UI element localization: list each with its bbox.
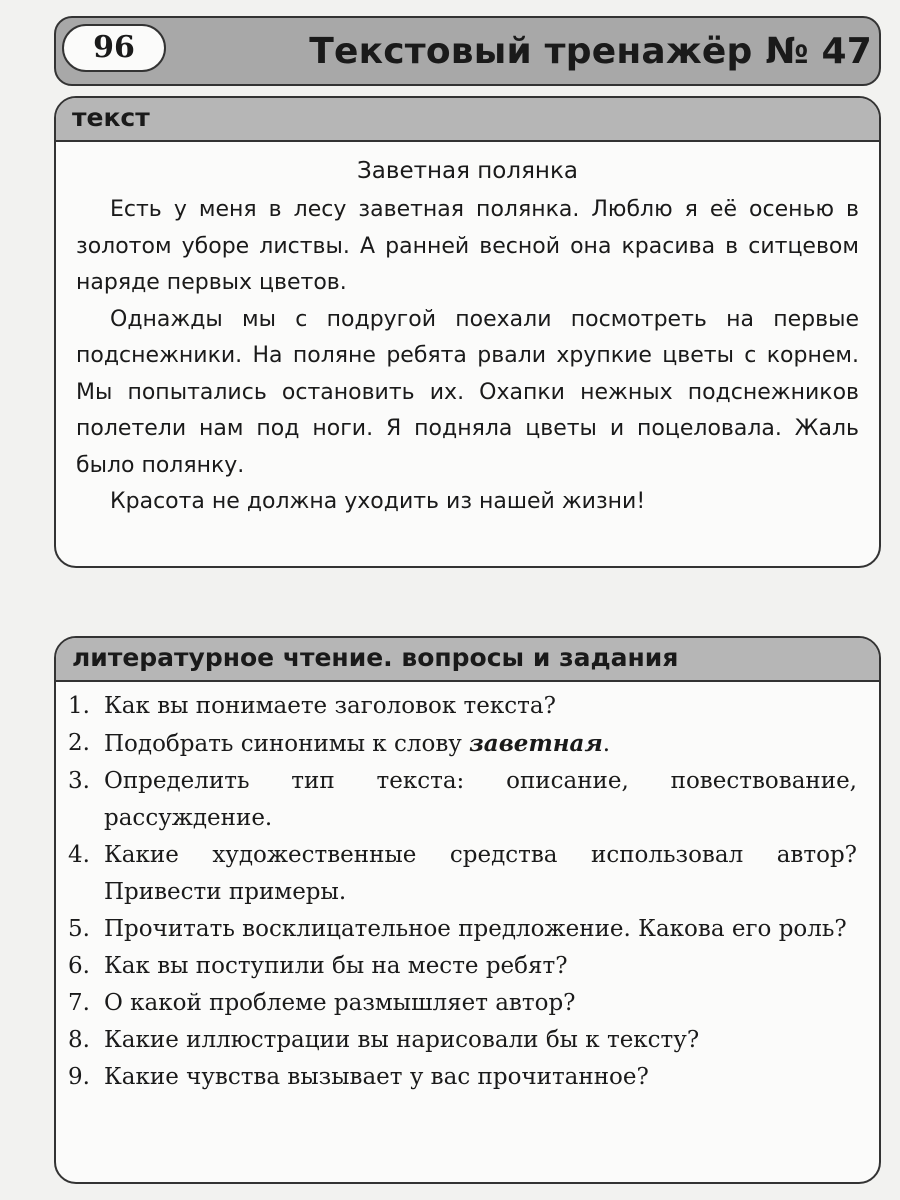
question-number: 8. [68, 1027, 90, 1053]
question-item [68, 837, 857, 911]
questions-panel [54, 636, 881, 1184]
question-number: 1. [68, 693, 90, 719]
question-number: 4. [68, 842, 90, 868]
question-text: Какие чувства вызывает у вас прочитанное? [104, 1064, 649, 1090]
question-emphasis-word: заветная [469, 730, 603, 757]
question-number: 3. [68, 768, 90, 794]
question-item [68, 763, 857, 837]
question-item [68, 688, 857, 725]
question-text: Как вы поступили бы на месте ребят? [104, 953, 568, 979]
story-paragraph: Однажды мы с подругой поехали посмотреть на первые подснежники. На поляне ребята рвали хрупкие цветы с корнем. Мы попытались остановить их. Охапки нежных подснежников полетели нам под ноги. Я подняла цветы и поцеловала. Жаль было полянку. [76, 306, 859, 478]
question-text-end: . [602, 731, 611, 757]
question-number: 7. [68, 990, 90, 1016]
question-item [68, 1059, 857, 1096]
question-text: О какой проблеме размышляет автор? [104, 990, 576, 1016]
story-title: Заветная полянка [357, 158, 578, 184]
story-body [56, 192, 879, 521]
question-item [68, 1022, 857, 1059]
text-panel [54, 96, 881, 568]
question-text: Как вы понимаете заголовок текста? [104, 693, 556, 719]
questions-panel-heading: литературное чтение. вопросы и задания [56, 638, 879, 682]
question-number: 6. [68, 953, 90, 979]
text-panel-heading: текст [56, 98, 879, 142]
question-item [68, 985, 857, 1022]
question-number: 2. [68, 730, 90, 756]
question-text: Какие художественные средства использовал автор? Привести примеры. [104, 842, 857, 905]
question-number: 5. [68, 916, 90, 942]
question-item [68, 948, 857, 985]
question-text: Какие иллюстрации вы нарисовали бы к тексту? [104, 1027, 700, 1053]
questions-list [56, 682, 879, 1096]
question-text: Прочитать восклицательное предложение. Какова его роль? [104, 916, 847, 942]
question-text: Подобрать синонимы к слову [104, 731, 470, 757]
story-paragraph: Есть у меня в лесу заветная полянка. Люблю я её осенью в золотом уборе листвы. А ранней весной она красива в ситцевом наряде первых цветов. [76, 197, 859, 295]
question-number: 9. [68, 1064, 90, 1090]
story-paragraph: Красота не должна уходить из нашей жизни! [110, 489, 646, 514]
page-number: 96 [62, 24, 166, 72]
question-item [68, 725, 857, 763]
question-text: Определить тип текста: описание, повествование, рассуждение. [104, 768, 857, 831]
page-title: Текстовый тренажёр № 47 [309, 31, 872, 72]
question-item [68, 911, 857, 948]
